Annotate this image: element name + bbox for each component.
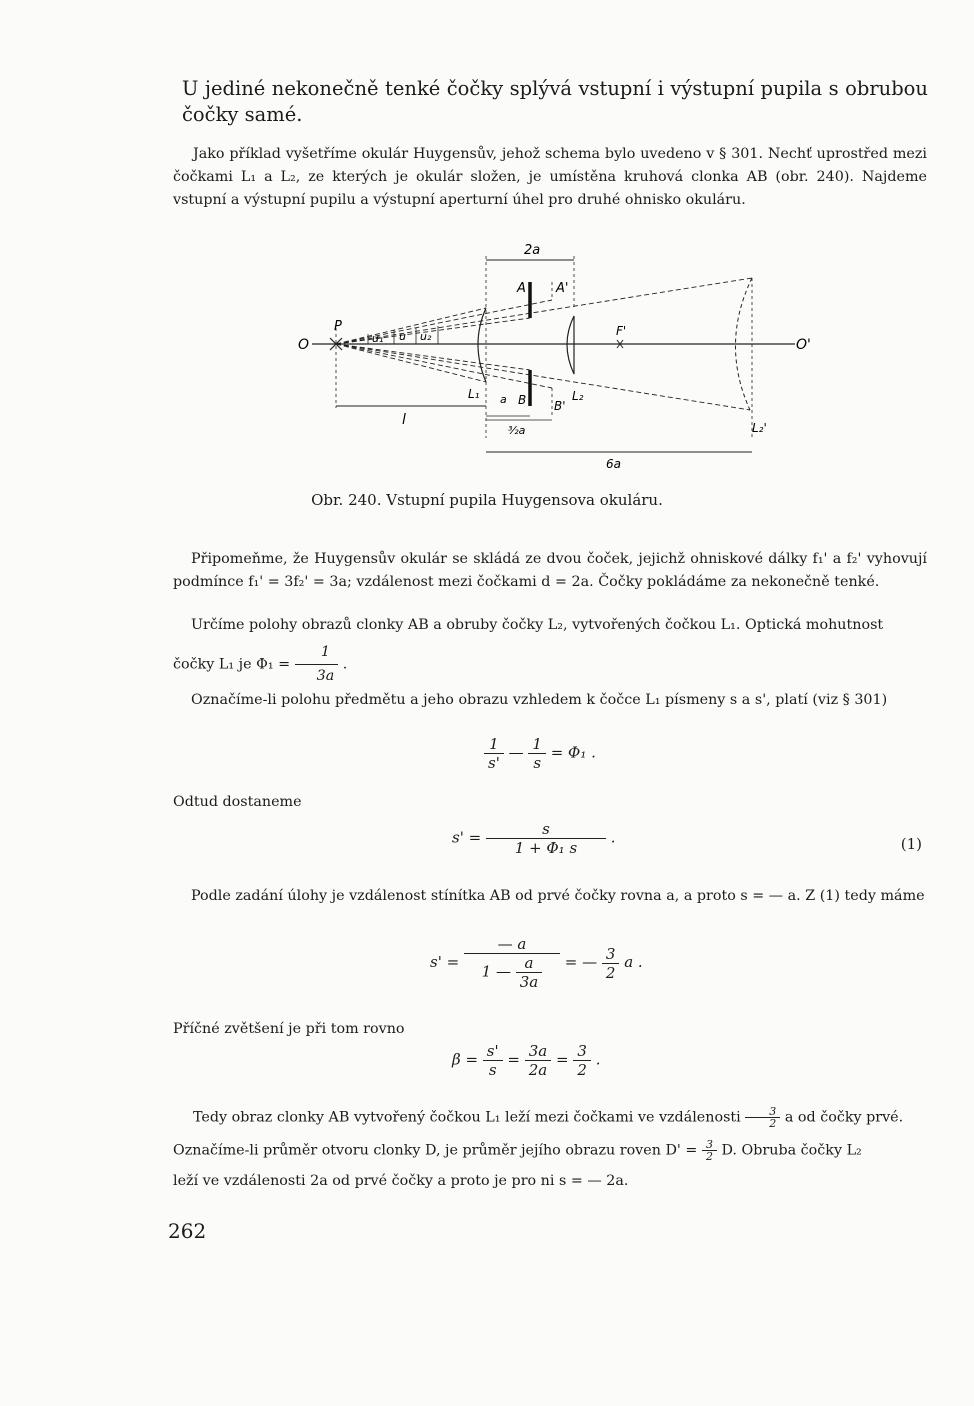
label-a: a bbox=[500, 393, 507, 406]
label-L2-prime: L₂' bbox=[752, 421, 767, 435]
figure-240 bbox=[290, 238, 820, 468]
optical-power-line1: Určíme polohy obrazů clonky AB a obruby čočky L₂, vytvořených čočkou L₁. Optická mohutnost bbox=[191, 617, 884, 633]
label-B-prime: B' bbox=[554, 399, 566, 413]
paragraph-notation: Označíme-li polohu předmětu a jeho obrazu vzhledem k čočce L₁ písmeny s a s', platí (viz § 301) bbox=[191, 692, 888, 708]
paragraph-optical-power: Určíme polohy obrazů clonky AB a obruby čočky L₂, vytvořených čočkou L₁. Optická mohutnost čočky L₁ je Φ₁ = $\frac{1}{3a}$ . bbox=[173, 614, 927, 688]
label-L1: L₁ bbox=[468, 387, 480, 401]
lead-paragraph: U jediné nekonečně tenké čočky splývá vstupní i výstupní pupila s obrubou čočky samé. bbox=[182, 77, 928, 126]
label-O: O bbox=[298, 337, 310, 353]
equation-number-1: (1) bbox=[900, 835, 922, 853]
label-O-prime: O' bbox=[796, 337, 811, 353]
label-2a: 2a bbox=[524, 243, 541, 258]
paragraph-image-position: Tedy obraz clonky AB vytvořený čočkou L₁ leží mezi čočkami ve vzdálenosti $\frac{3}{2}$ a od čočky prvé. bbox=[193, 1105, 904, 1130]
fraction-1-over-3a: $\frac{1}{3a}$ bbox=[295, 641, 339, 688]
paragraph-hence: Odtud dostaneme bbox=[173, 794, 302, 810]
label-L2: L₂ bbox=[572, 389, 584, 403]
equation-1: s' = $\frac{s}{\text{1 + Φ₁ s}}$ . bbox=[452, 820, 616, 857]
label-u1: u₁ bbox=[372, 332, 384, 345]
label-B: B bbox=[518, 393, 527, 407]
page-number: 262 bbox=[168, 1219, 207, 1243]
label-A-prime: A' bbox=[556, 281, 569, 296]
paragraph-magnification: Příčné zvětšení je při tom rovno bbox=[173, 1021, 405, 1037]
equation-lens: $\frac{1}{s'}$ — $\frac{1}{s}$ = Φ₁ . bbox=[484, 735, 596, 772]
label-6a: 6a bbox=[606, 457, 621, 468]
label-u2: u₂ bbox=[420, 330, 432, 343]
paragraph-task: Podle zadání úlohy je vzdálenost stínítka AB od prvé čočky rovna a, a proto s = — a. Z (1) tedy máme bbox=[191, 888, 925, 904]
label-l: l bbox=[402, 412, 406, 428]
equation-3: β = $\frac{s'}{s}$ = $\frac{3a}{2a}$ = $\frac{3}{2}$ . bbox=[452, 1042, 601, 1079]
label-P: P bbox=[334, 319, 342, 334]
label-three-half-a: ³⁄₂a bbox=[508, 424, 526, 437]
optical-power-prefix: čočky L₁ je Φ₁ = bbox=[173, 656, 291, 673]
lens-L1 bbox=[478, 308, 486, 382]
figure-caption: Obr. 240. Vstupní pupila Huygensova okuláru. bbox=[311, 491, 663, 509]
paragraph-rim: leží ve vzdálenosti 2a od prvé čočky a proto je pro ni s = — 2a. bbox=[173, 1173, 629, 1189]
label-F-prime: F' bbox=[616, 324, 627, 338]
equation-2: s' = — a 1 — $\frac{a}{3a}$ = — $\frac{3}{2}$ a . bbox=[430, 935, 643, 991]
paragraph-huygens: Připomeňme, že Huygensův okulár se skládá ze dvou čoček, jejichž ohniskové dálky f₁' a f₂' vyhovují podmínce f₁' = 3f₂' = 3a; vzdálenost mezi čočkami d = 2a. Čočky pokládáme za nekonečně tenké. bbox=[173, 551, 927, 590]
paragraph-diameter: Označíme-li průměr otvoru clonky D, je průměr jejího obrazu roven D' = $\frac{3}{2}$ D. Obruba čočky L₂ bbox=[173, 1138, 862, 1163]
label-A: A bbox=[517, 281, 526, 296]
label-u: u bbox=[399, 330, 406, 343]
paragraph-intro: Jako příklad vyšetříme okulár Huygensův, jehož schema bylo uvedeno v § 301. Nechť uprostřed mezi čočkami L₁ a L₂, ze kterých je okulár složen, je umístěna kruhová clonka AB (obr. 240). Najdeme vstupní a výstupní pupilu a výstupní aperturní úhel pro druhé ohnisko okuláru. bbox=[173, 146, 927, 208]
lens-L2 bbox=[567, 316, 574, 374]
